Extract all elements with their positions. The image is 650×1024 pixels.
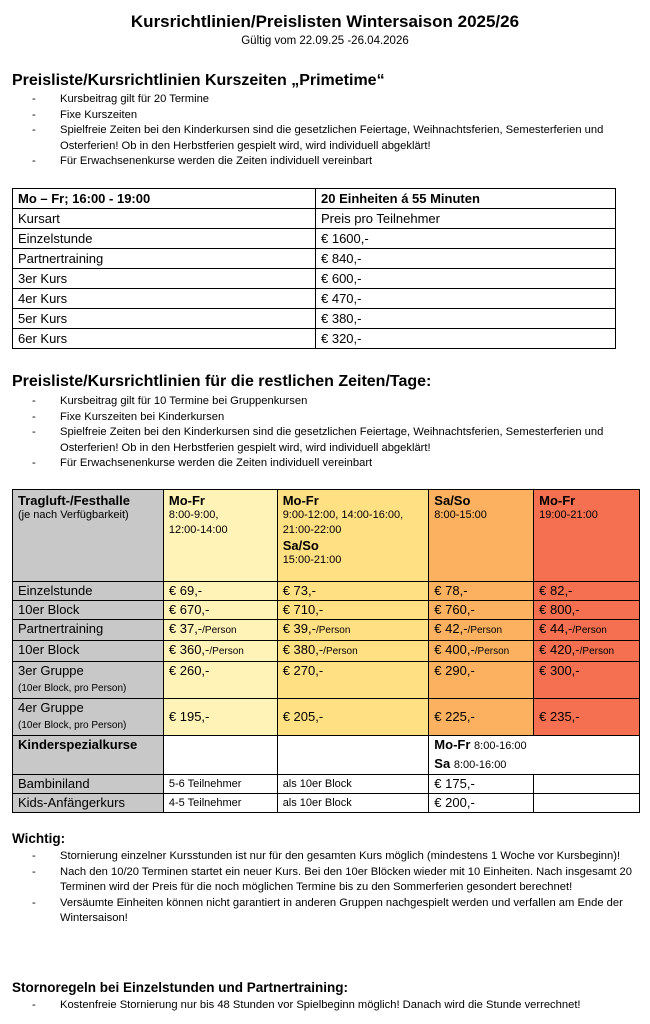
list-item: - Kursbeitrag gilt für 10 Termine bei Gruppenkursen (32, 394, 632, 410)
table-row (13, 699, 640, 736)
column-times: 8:00-9:00, (168, 509, 219, 521)
table-row (13, 620, 640, 641)
per-person-suffix: /Person (323, 646, 358, 657)
per-person-suffix: /Person (579, 646, 615, 657)
table-cell: 5er Kurs (13, 309, 316, 329)
table-row (13, 329, 616, 349)
list-item: - Kostenfreie Stornierung nur bis 48 Stunden vor Spielbeginn möglich! Danach wird die Stunde verrechnet! (32, 998, 632, 1014)
column-title: Sa/So (282, 538, 319, 553)
storno-bullets (32, 998, 632, 1014)
table-cell (534, 641, 640, 662)
list-item: - Fixe Kurszeiten (32, 108, 632, 124)
table-cell: € 1600,- (316, 229, 616, 249)
table-cell: € 800,- (534, 601, 640, 620)
table-cell: € 69,- (163, 582, 277, 601)
table-cell: € 200,- (429, 794, 534, 813)
price: € 400,- (434, 642, 475, 657)
table-cell: als 10er Block (277, 775, 429, 794)
table-cell: 6er Kurs (13, 329, 316, 349)
per-person-suffix: /Person (572, 625, 607, 636)
table-header-row (13, 189, 616, 209)
table-cell (534, 775, 640, 794)
section1-heading: Preisliste/Kursrichtlinien Kurszeiten „Primetime“ (12, 72, 385, 89)
table-row (13, 209, 616, 229)
row-note: (10er Block, pro Person) (18, 720, 127, 731)
column-times: 9:00-12:00, 14:00-16:00, (282, 509, 404, 521)
table-cell (429, 490, 534, 582)
table-cell: 20 Einheiten á 55 Minuten (316, 189, 616, 209)
list-item: - Spielfreie Zeiten bei den Kinderkursen sind die gesetzlichen Feiertage, Weihnachtsferien, Semesterferien und Osterferien! Ob in den Herbstferien gespielt wird, wird individuell abgeklärt! (32, 123, 632, 154)
table-cell: € 380,- (316, 309, 616, 329)
storno-heading: Stornoregeln bei Einzelstunden und Partnertraining: (12, 980, 349, 995)
table-cell: € 710,- (277, 601, 429, 620)
table-cell: Bambiniland (13, 775, 164, 794)
table-cell: € 470,- (316, 289, 616, 309)
table-cell (534, 490, 640, 582)
table-cell: € 235,- (534, 699, 640, 736)
column-title: Mo-Fr (539, 493, 576, 508)
table-cell: € 290,- (429, 662, 534, 699)
per-person-suffix: /Person (467, 625, 503, 636)
table-cell: 5-6 Teilnehmer (163, 775, 277, 794)
table-cell: 4-5 Teilnehmer (163, 794, 277, 813)
primetime-price-table (12, 188, 616, 349)
page-title: Kursrichtlinien/Preislisten Wintersaison 2025/26 (130, 12, 520, 31)
kinder-time: 8:00-16:00 (474, 740, 527, 752)
table-cell: Kursart (13, 209, 316, 229)
validity-subtitle: Gültig vom 22.09.25 -26.04.2026 (241, 35, 409, 47)
price: € 420,- (539, 642, 580, 657)
table-cell (429, 641, 534, 662)
table-cell: Kinderspezialkurse (13, 736, 164, 775)
kinder-time: 8:00-16:00 (453, 759, 507, 771)
table-cell: Kids-Anfängerkurs (13, 794, 164, 813)
table-row (13, 582, 640, 601)
column-title: Sa/So (434, 493, 471, 508)
table-cell: als 10er Block (277, 794, 429, 813)
table-cell (13, 699, 164, 736)
column-times: 21:00-22:00 (282, 524, 342, 536)
table-cell (277, 620, 429, 641)
column-times: 8:00-15:00 (434, 509, 487, 521)
table-row (13, 662, 640, 699)
table-cell: 4er Kurs (13, 289, 316, 309)
table-cell: € 760,- (429, 601, 534, 620)
table-cell: Partnertraining (13, 249, 316, 269)
list-item: - Versäumte Einheiten können nicht garantiert in anderen Gruppen nachgespielt werden und verfallen am Ende der Wintersaison! (32, 896, 632, 927)
wichtig-bullets (32, 849, 632, 927)
table-cell: € 205,- (277, 699, 429, 736)
per-person-suffix: /Person (209, 646, 244, 657)
table-cell: € 260,- (163, 662, 277, 699)
table-cell (277, 641, 429, 662)
price: € 37,- (168, 621, 203, 636)
column-times: 12:00-14:00 (168, 524, 228, 536)
kinder-day: Sa (434, 756, 451, 771)
table-cell (163, 641, 277, 662)
table-row (13, 736, 640, 775)
table-row (13, 641, 640, 662)
table-cell: 3er Kurs (13, 269, 316, 289)
table-cell: 10er Block (13, 641, 164, 662)
table-cell: € 840,- (316, 249, 616, 269)
column-title: Mo-Fr (282, 493, 319, 508)
table-cell: Mo – Fr; 16:00 - 19:00 (13, 189, 316, 209)
table-cell: 10er Block (13, 601, 164, 620)
list-item: - Spielfreie Zeiten bei den Kinderkursen sind die gesetzlichen Feiertage, Weihnachtsferien, Semesterferien und Osterferien! Ob in den Herbstferien gespielt wird, wird individuell abgeklärt! (32, 425, 632, 456)
row-label: 4er Gruppe (18, 700, 84, 715)
table-cell (13, 662, 164, 699)
table-cell: € 78,- (429, 582, 534, 601)
table-row (13, 309, 616, 329)
list-item: - Nach den 10/20 Terminen startet ein neuer Kurs. Bei den 10er Blöcken wieder mit 10 Einheiten. Nach insgesamt 20 Terminen wird der Preis für die noch möglichen Termine bis zu den Sommerferien gesondert berechnet! (32, 865, 632, 896)
per-person-suffix: /Person (202, 625, 237, 636)
table-cell (163, 620, 277, 641)
table-cell (429, 736, 640, 775)
list-item: - Für Erwachsenenkurse werden die Zeiten individuell vereinbart (32, 456, 632, 472)
table-cell (277, 490, 429, 582)
venue-label: Tragluft-/Festhalle (18, 493, 130, 508)
table-row (13, 249, 616, 269)
table-cell: Preis pro Teilnehmer (316, 209, 616, 229)
table-cell (534, 794, 640, 813)
table-row (13, 601, 640, 620)
table-cell: € 195,- (163, 699, 277, 736)
price: € 44,- (539, 621, 573, 636)
table-row (13, 289, 616, 309)
table-cell: € 670,- (163, 601, 277, 620)
section1-bullets (32, 92, 632, 170)
table-row (13, 775, 640, 794)
other-times-price-table (12, 489, 640, 813)
table-cell: € 320,- (316, 329, 616, 349)
table-cell: € 600,- (316, 269, 616, 289)
price: € 360,- (168, 642, 210, 657)
row-note: (10er Block, pro Person) (18, 683, 127, 694)
column-times: 19:00-21:00 (539, 509, 598, 521)
price: € 39,- (282, 621, 316, 636)
table-cell: Partnertraining (13, 620, 164, 641)
table-cell (13, 490, 164, 582)
table-cell (163, 490, 277, 582)
table-row (13, 229, 616, 249)
table-row (13, 794, 640, 813)
per-person-suffix: /Person (315, 625, 351, 636)
table-cell (163, 736, 277, 775)
table-cell (429, 620, 534, 641)
column-title: Mo-Fr (168, 493, 205, 508)
kinder-day: Mo-Fr (434, 737, 471, 752)
table-cell: € 82,- (534, 582, 640, 601)
section2-bullets (32, 394, 632, 472)
column-times: 15:00-21:00 (282, 554, 342, 566)
table-header-row (13, 490, 640, 582)
table-cell: € 270,- (277, 662, 429, 699)
table-cell (277, 736, 429, 775)
table-cell: € 73,- (277, 582, 429, 601)
table-row (13, 269, 616, 289)
list-item: - Fixe Kurszeiten bei Kinderkursen (32, 410, 632, 426)
venue-note: (je nach Verfügbarkeit) (18, 509, 129, 521)
row-label: 3er Gruppe (18, 663, 84, 678)
table-cell: Einzelstunde (13, 582, 164, 601)
table-cell: € 225,- (429, 699, 534, 736)
price: € 380,- (282, 642, 324, 657)
price: € 42,- (434, 621, 468, 636)
per-person-suffix: /Person (474, 646, 510, 657)
list-item: - Für Erwachsenenkurse werden die Zeiten individuell vereinbart (32, 154, 632, 170)
wichtig-heading: Wichtig: (12, 831, 66, 846)
table-cell: € 300,- (534, 662, 640, 699)
table-cell (534, 620, 640, 641)
section2-heading: Preisliste/Kursrichtlinien für die restlichen Zeiten/Tage: (12, 373, 432, 390)
table-cell: Einzelstunde (13, 229, 316, 249)
table-cell: € 175,- (429, 775, 534, 794)
list-item: - Stornierung einzelner Kursstunden ist nur für den gesamten Kurs möglich (mindestens 1 Woche vor Kursbeginn)! (32, 849, 632, 865)
list-item: - Kursbeitrag gilt für 20 Termine (32, 92, 632, 108)
